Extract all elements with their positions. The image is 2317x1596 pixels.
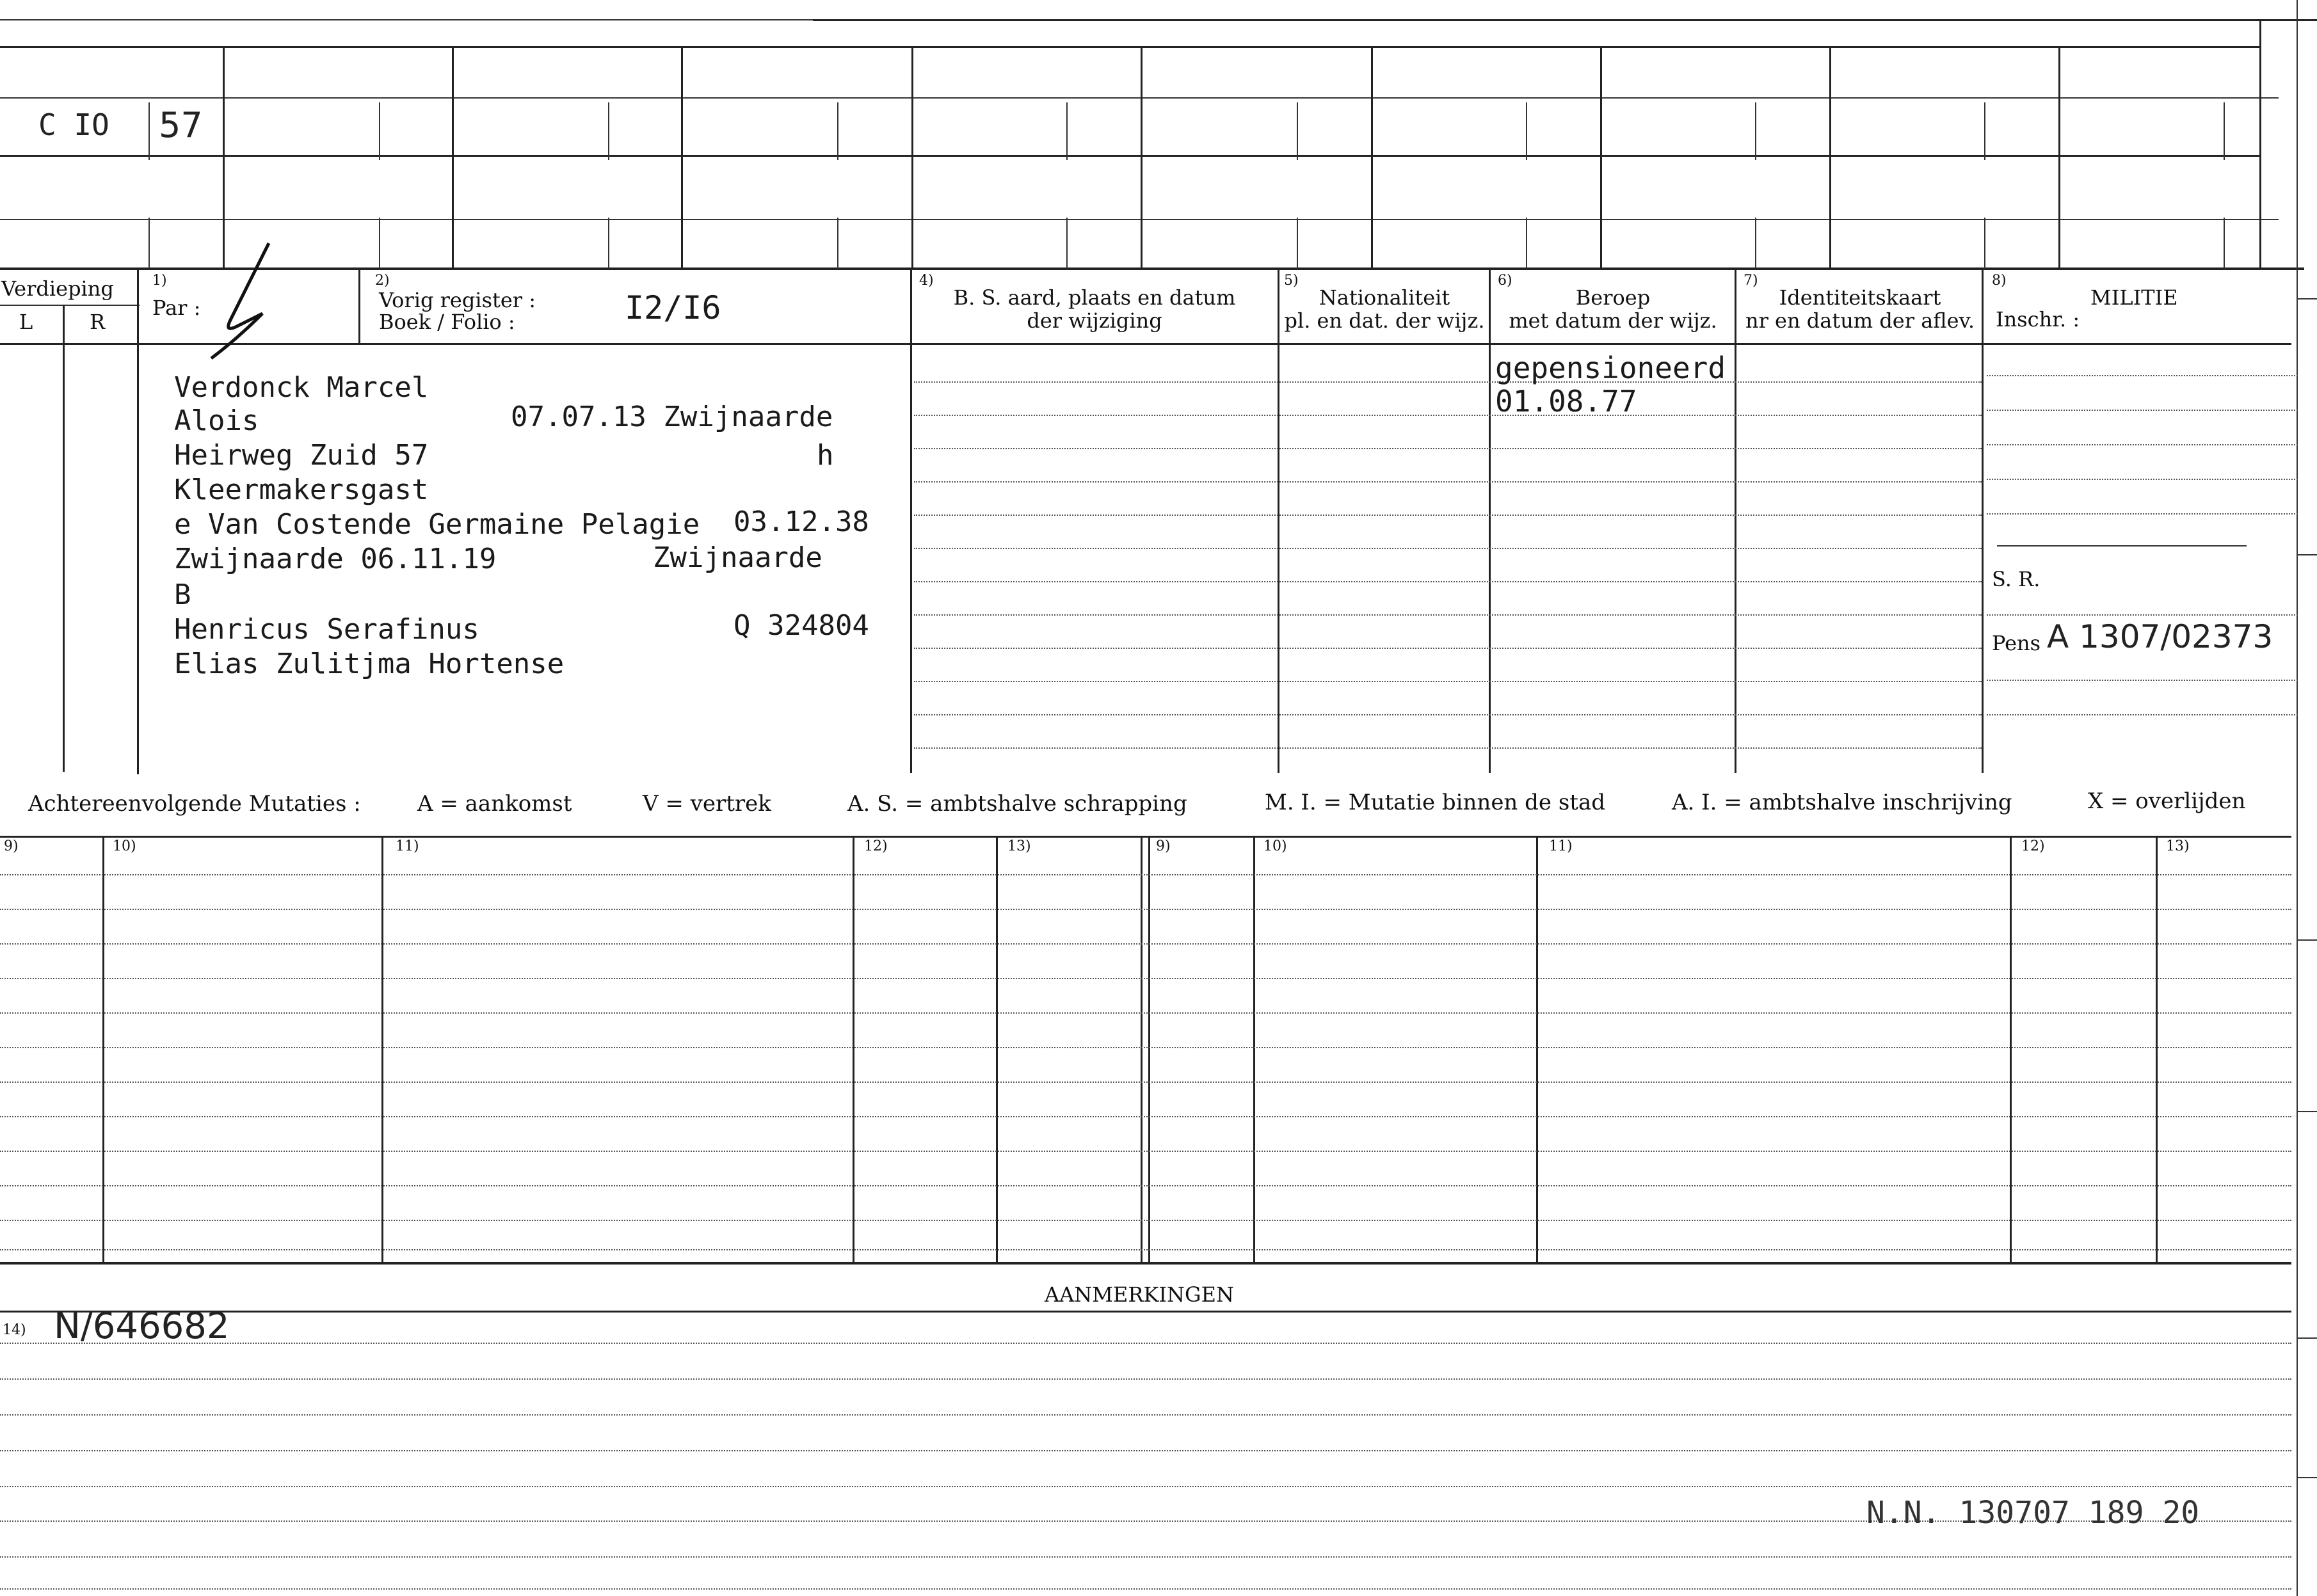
body-rule — [914, 448, 1982, 449]
grid-tick — [379, 102, 380, 160]
col5-num: 5) — [1284, 273, 1299, 289]
top-rule-left — [0, 19, 813, 20]
grid-rule-5 — [0, 267, 2304, 270]
mutations-bottom-rule — [0, 1262, 2291, 1265]
mut-col — [1148, 836, 1150, 1262]
grid-tick — [379, 218, 380, 269]
col1-num: 1) — [152, 273, 167, 289]
nationaliteit-label-a: Nationaliteit — [1319, 285, 1450, 310]
militie-rule — [1987, 680, 2298, 681]
edge-tick — [2298, 298, 2317, 299]
militie-rule — [1987, 375, 2298, 376]
beroep-label-a: Beroep — [1575, 285, 1651, 310]
grid-rule-1 — [0, 46, 2259, 48]
mut-col — [1141, 836, 1142, 1262]
grid-col — [681, 46, 683, 267]
identiteitskaart-label-a: Identiteitskaart — [1779, 285, 1941, 310]
col4-num: 4) — [919, 273, 934, 289]
mut-row-rule — [0, 978, 2291, 979]
nationaliteit-label-b: pl. en dat. der wijz. — [1284, 308, 1485, 333]
militie-rule — [1987, 714, 2298, 715]
mut-row-rule — [0, 1220, 2291, 1221]
col6-num: 6) — [1498, 273, 1512, 289]
mut-col — [1253, 836, 1255, 1262]
edge-tick — [2298, 939, 2317, 941]
body-rule — [914, 381, 1982, 383]
col-line-5 — [1278, 267, 1279, 773]
person-address: Heirweg Zuid 57 — [174, 439, 429, 472]
grid-rule-4 — [0, 219, 2279, 220]
mut-col-num: 11) — [1549, 838, 1573, 854]
person-mother: Elias Zulitjma Hortense — [174, 648, 565, 680]
grid-tick — [2224, 218, 2225, 269]
grid-col — [2259, 19, 2261, 269]
grid-tick — [148, 218, 150, 269]
l-label: L — [19, 310, 33, 334]
grid-tick — [1984, 102, 1985, 160]
mut-col-num: 11) — [396, 838, 419, 854]
grid-tick — [1526, 102, 1527, 160]
remarks-top-rule — [0, 1311, 2291, 1313]
col-line-l — [63, 305, 65, 772]
mut-col-num: 12) — [864, 838, 888, 854]
top-number: 57 — [159, 105, 203, 145]
remarks-rule — [0, 1588, 2291, 1590]
sr-label: S. R. — [1992, 567, 2040, 591]
grid-tick — [1984, 218, 1985, 269]
grid-col — [1371, 46, 1373, 267]
par-label: Par : — [152, 296, 201, 320]
body-rule — [914, 714, 1982, 715]
body-rule — [914, 681, 1982, 682]
col-line-4 — [910, 267, 912, 773]
beroep-value: gepensioneerd — [1495, 351, 1726, 385]
edge-tick — [2298, 1111, 2317, 1112]
mut-col-num: 12) — [2021, 838, 2045, 854]
mut-col-num: 9) — [1156, 838, 1171, 854]
grid-col — [223, 46, 225, 267]
mut-col — [102, 836, 104, 1262]
legend-a: A = aankomst — [417, 791, 572, 817]
edge-rule — [2297, 0, 2298, 1596]
boek-folio-label: Boek / Folio : — [379, 310, 515, 334]
militie-rule — [1987, 410, 2298, 411]
person-father: Henricus Serafinus — [174, 613, 479, 646]
beroep-label-b: met datum der wijz. — [1509, 308, 1717, 333]
legend-title: Achtereenvolgende Mutaties : — [28, 791, 361, 817]
vorig-register-value: I2/I6 — [625, 289, 721, 326]
grid-rule-3 — [0, 155, 2259, 157]
grid-col — [1600, 46, 1602, 267]
remarks-rule — [0, 1343, 2291, 1344]
mut-row-rule — [0, 1012, 2291, 1014]
person-birth: 07.07.13 Zwijnaarde — [511, 401, 833, 433]
legend-as: A. S. = ambtshalve schrapping — [847, 791, 1187, 817]
remarks-rule — [0, 1486, 2291, 1487]
bs-label-a: B. S. aard, plaats en datum — [953, 285, 1236, 310]
mut-col — [2156, 836, 2158, 1262]
remarks-title: AANMERKINGEN — [1045, 1282, 1234, 1307]
handwritten-mark — [186, 237, 288, 365]
grid-tick — [1297, 218, 1298, 269]
edge-tick — [2298, 554, 2317, 555]
identiteitskaart-label-b: nr en datum der aflev. — [1745, 308, 1975, 333]
body-rule — [914, 481, 1982, 483]
edge-tick — [2298, 1477, 2317, 1478]
body-rule — [914, 415, 1982, 416]
grid-rule-2 — [0, 97, 2279, 99]
person-profession: Kleermakersgast — [174, 474, 429, 506]
mut-col-num: 13) — [1007, 838, 1031, 854]
body-rule — [914, 747, 1982, 749]
col-line-r — [137, 267, 139, 774]
inschr-label: Inschr. : — [1996, 307, 2080, 331]
body-rule — [914, 581, 1982, 582]
remarks-rule — [0, 1556, 2291, 1558]
mut-row-rule — [0, 909, 2291, 910]
person-h-mark: h — [817, 439, 834, 472]
grid-tick — [608, 218, 609, 269]
mut-col-num: 10) — [113, 838, 136, 854]
r-label: R — [90, 310, 106, 334]
grid-tick — [1755, 218, 1756, 269]
mut-row-rule — [0, 1151, 2291, 1152]
militie-rule — [1987, 444, 2298, 445]
mut-row-rule — [0, 943, 2291, 945]
grid-tick — [608, 102, 609, 160]
mutations-top-rule — [0, 836, 2291, 838]
legend-x: X = overlijden — [2088, 788, 2246, 814]
legend-v: V = vertrek — [643, 791, 771, 817]
grid-tick — [2224, 102, 2225, 160]
grid-col — [1141, 46, 1142, 267]
grid-col — [452, 46, 454, 267]
grid-col — [1829, 46, 1831, 267]
mut-col — [381, 836, 383, 1262]
national-number: N.N. 130707 189 20 — [1866, 1495, 2200, 1531]
body-rule — [914, 614, 1982, 616]
person-spouse: e Van Costende Germaine Pelagie — [174, 508, 700, 541]
mut-col — [2010, 836, 2012, 1262]
person-b-mark: B — [174, 579, 191, 611]
col2-num: 2) — [375, 273, 390, 289]
remarks-rule — [0, 1414, 2291, 1416]
grid-tick — [837, 102, 838, 160]
pens-label: Pens — [1992, 631, 2041, 655]
verdieping-rule — [0, 305, 140, 306]
col-line-6 — [1489, 267, 1491, 773]
militie-rule — [1997, 545, 2247, 547]
col-line-8 — [1982, 267, 1984, 773]
person-spouse-place: Zwijnaarde — [653, 541, 822, 574]
col-line-par — [358, 267, 360, 344]
grid-tick — [837, 218, 838, 269]
grid-col — [911, 46, 913, 267]
top-rule-right — [813, 19, 2317, 21]
mut-row-rule — [0, 1047, 2291, 1048]
militie-rule — [1987, 614, 2298, 616]
grid-col — [2058, 46, 2060, 267]
verdieping-label: Verdieping — [1, 276, 114, 301]
mut-row-rule — [0, 874, 2291, 875]
remarks-value: N/646682 — [54, 1305, 230, 1347]
body-rule — [914, 548, 1982, 549]
militie-rule — [1987, 479, 2298, 480]
col7-num: 7) — [1744, 273, 1758, 289]
person-spouse-birth: Zwijnaarde 06.11.19 — [174, 543, 497, 575]
top-code: C IO — [38, 108, 109, 142]
militie-label: MILITIE — [2090, 285, 2178, 310]
mut-row-rule — [0, 1116, 2291, 1117]
body-rule — [914, 648, 1982, 649]
grid-tick — [1755, 102, 1756, 160]
col8-num: 8) — [1992, 273, 2007, 289]
col-line-7 — [1735, 267, 1736, 773]
mut-col — [853, 836, 854, 1262]
body-rule — [914, 515, 1982, 516]
remarks-num: 14) — [3, 1322, 26, 1338]
grid-tick — [1526, 218, 1527, 269]
militie-rule — [1987, 513, 2298, 515]
legend-mi: M. I. = Mutatie binnen de stad — [1265, 790, 1605, 815]
grid-tick — [1066, 102, 1068, 160]
person-name: Verdonck Marcel — [174, 371, 429, 404]
mut-col-num: 13) — [2166, 838, 2190, 854]
beroep-date: 01.08.77 — [1495, 384, 1637, 419]
mut-row-rule — [0, 1249, 2291, 1250]
person-given-name: Alois — [174, 404, 259, 437]
person-id-number: Q 324804 — [734, 609, 869, 642]
mut-col-num: 9) — [4, 838, 19, 854]
mut-col-num: 10) — [1263, 838, 1287, 854]
remarks-rule — [0, 1378, 2291, 1380]
mut-row-rule — [0, 1081, 2291, 1083]
mut-col — [1536, 836, 1538, 1262]
person-marriage-date: 03.12.38 — [734, 506, 869, 538]
grid-tick — [1066, 218, 1068, 269]
header-bottom-rule — [0, 343, 2291, 345]
edge-tick — [2298, 1337, 2317, 1339]
vorig-register-label: Vorig register : — [379, 288, 536, 312]
pens-value: A 1307/02373 — [2047, 618, 2273, 655]
bs-label-b: der wijziging — [1027, 308, 1162, 333]
mut-row-rule — [0, 1185, 2291, 1186]
remarks-rule — [0, 1450, 2291, 1451]
mut-col — [996, 836, 998, 1262]
legend-ai: A. I. = ambtshalve inschrijving — [1672, 790, 2012, 815]
grid-tick — [148, 102, 150, 160]
grid-tick — [1297, 102, 1298, 160]
